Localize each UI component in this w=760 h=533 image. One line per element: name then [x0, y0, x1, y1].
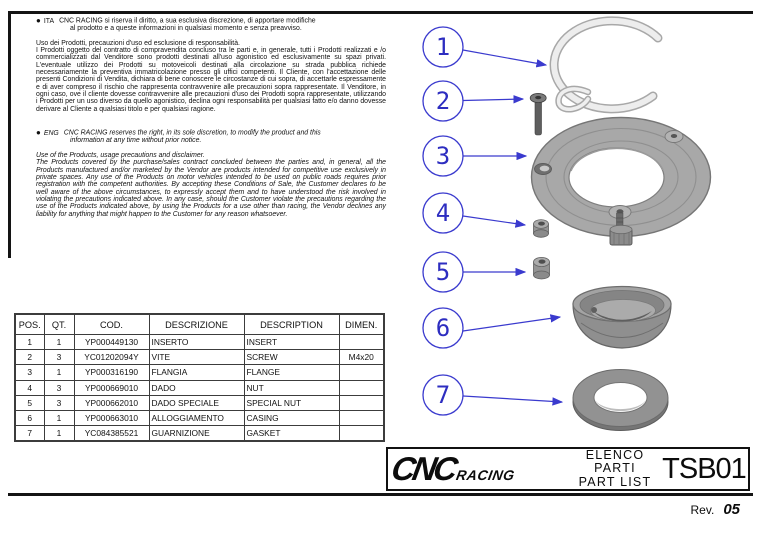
part-screw — [530, 93, 546, 135]
callout-3 — [423, 136, 526, 176]
bullet-icon: ● — [36, 16, 41, 25]
left-border-rule — [8, 11, 11, 258]
ita-paragraph-title: Uso dei Prodotti, precauzioni d'uso ed esclusione di responsabilità. — [36, 39, 240, 47]
bullet-icon: ● — [36, 128, 41, 138]
callout-1 — [423, 27, 546, 67]
document-code: TSB01 — [662, 452, 746, 485]
eng-intro — [36, 129, 386, 144]
ita-intro-line1: CNC RACING si riserva il diritto, a sua esclusiva discrezione, di apportare modifiche — [59, 17, 316, 25]
rev-value: 05 — [723, 501, 740, 518]
cnc-racing-logo — [385, 450, 572, 487]
bottom-border-rule — [8, 493, 753, 496]
callout-6 — [423, 308, 560, 348]
part-special-nut — [534, 257, 550, 279]
parts-table — [14, 313, 385, 442]
col-description: DESCRIPTION — [244, 314, 339, 335]
part-gasket — [573, 370, 668, 431]
callout-7 — [423, 375, 562, 415]
callout-2 — [423, 81, 523, 121]
disclaimer-block — [36, 17, 386, 218]
title-line-eng: PART LIST — [578, 474, 652, 489]
callout-1-number: 1 — [435, 33, 451, 61]
callout-2-number: 2 — [435, 87, 451, 115]
callout-5 — [423, 252, 525, 292]
col-descrizione: DESCRIZIONE — [149, 314, 244, 335]
col-pos: POS. — [15, 314, 44, 335]
eng-intro-line2: information at any time without prior notice. — [70, 136, 202, 144]
part-nut — [534, 220, 549, 238]
exploded-diagram — [395, 15, 760, 445]
table-row: 5 3 YP000662010 DADO SPECIALE SPECIAL NUT — [15, 395, 384, 410]
callout-6-number: 6 — [435, 314, 451, 342]
title-block — [386, 447, 750, 491]
part-casing — [573, 287, 671, 349]
top-border-rule — [8, 11, 753, 14]
eng-label: ENG — [43, 129, 59, 137]
eng-paragraph-title: Use of the Products, usage precautions and disclaimer. — [36, 151, 205, 159]
table-row: 7 1 YC084385521 GUARNIZIONE GASKET — [15, 426, 384, 442]
table-header-row — [15, 314, 384, 335]
part-flange — [532, 118, 711, 246]
disclaimer-eng — [36, 129, 386, 218]
table-row: 6 1 YP000663010 ALLOGGIAMENTO CASING — [15, 410, 384, 425]
ita-intro — [36, 17, 386, 32]
table-row: 2 3 YC01202094Y VITE SCREW M4x20 — [15, 350, 384, 365]
rev-label: Rev. — [690, 503, 715, 517]
col-dimen: DIMEN. — [339, 314, 384, 335]
ita-paragraph-body: I Prodotti oggetto del contratto di compravendita concluso tra le parti e, in generale, tutti i Prodotti realizzati e /o commercializzati dal Venditore sono prodotti destinati all'uso agonistico ed esclusivamente su spazi privati. L'eventuale utilizzo dei Prodotti su motoveicoli destinati alla circolazione su strada pubblica richiede necessariamente la preventiva immatricolazione presso gli uffici competenti. Il Cliente, con l'accettazione delle presenti Condizioni di Vendita, dichiara di bene conoscere le circostanze di cui sopra, di accettarle espressamente e di aver compreso il rischio che rappresenta contravvenire alle precauzioni sopra rappresentate. Il Venditore, in ogni caso, ove il cliente dovesse contravvenire alle precauzioni d'uso dei Prodotti sopra rappresentate, utilizzando i Prodotti per un uso diverso da quello agonistico, declina ogni responsabilità per qualsiasi fatto e/o danno dovesse derivare al Cliente a qualsiasi titolo e per qualsiasi ragione. — [36, 47, 386, 113]
col-qt: QT. — [44, 314, 74, 335]
title-line-ita: ELENCO PARTI — [585, 447, 645, 476]
callout-4-number: 4 — [435, 199, 451, 227]
ita-intro-line2: al prodotto e a queste informazioni in qualsiasi momento e senza preavviso. — [70, 24, 302, 32]
revision — [691, 501, 740, 518]
document-title — [570, 449, 660, 490]
ita-label: ITA — [43, 17, 55, 25]
logo-racing-text: RACING — [455, 467, 517, 483]
callout-3-number: 3 — [435, 142, 451, 170]
logo-cnc-text: CNC — [388, 450, 458, 487]
eng-paragraph-body: The Products covered by the purchase/sales contract concluded between the parties and, in general, all the Products manufactured and/or marketed by the Vendor are products intended for competitive use exclusively in private spaces. Any use of the Products on motor vehicles intended to be used on public roads requires prior registration with the competent authorities. By accepting these Conditions of Sale, the Customer declares to be well aware of the above circumstances, to expressly accept them and to have understood the risk involved in violating the precautions indicated above. In any case, should the Customer violate the precautions regarding the use of the Products indicated above, by using the Products for a use other than racing, the Vendor declines any liability for anything that might happen to the Customer for any reason whatsoever. — [36, 159, 386, 218]
table-row: 3 1 YP000316190 FLANGIA FLANGE — [15, 365, 384, 380]
part-insert-ring — [554, 21, 658, 109]
table-row: 4 3 YP000669010 DADO NUT — [15, 380, 384, 395]
callout-5-number: 5 — [435, 258, 451, 286]
col-cod: COD. — [74, 314, 149, 335]
callout-7-number: 7 — [435, 381, 451, 409]
eng-intro-line1: CNC RACING reserves the right, in its sole discretion, to modify the product and this — [63, 129, 321, 137]
disclaimer-ita — [36, 17, 386, 113]
table-row: 1 1 YP000449130 INSERTO INSERT — [15, 335, 384, 350]
callout-4 — [423, 193, 525, 233]
